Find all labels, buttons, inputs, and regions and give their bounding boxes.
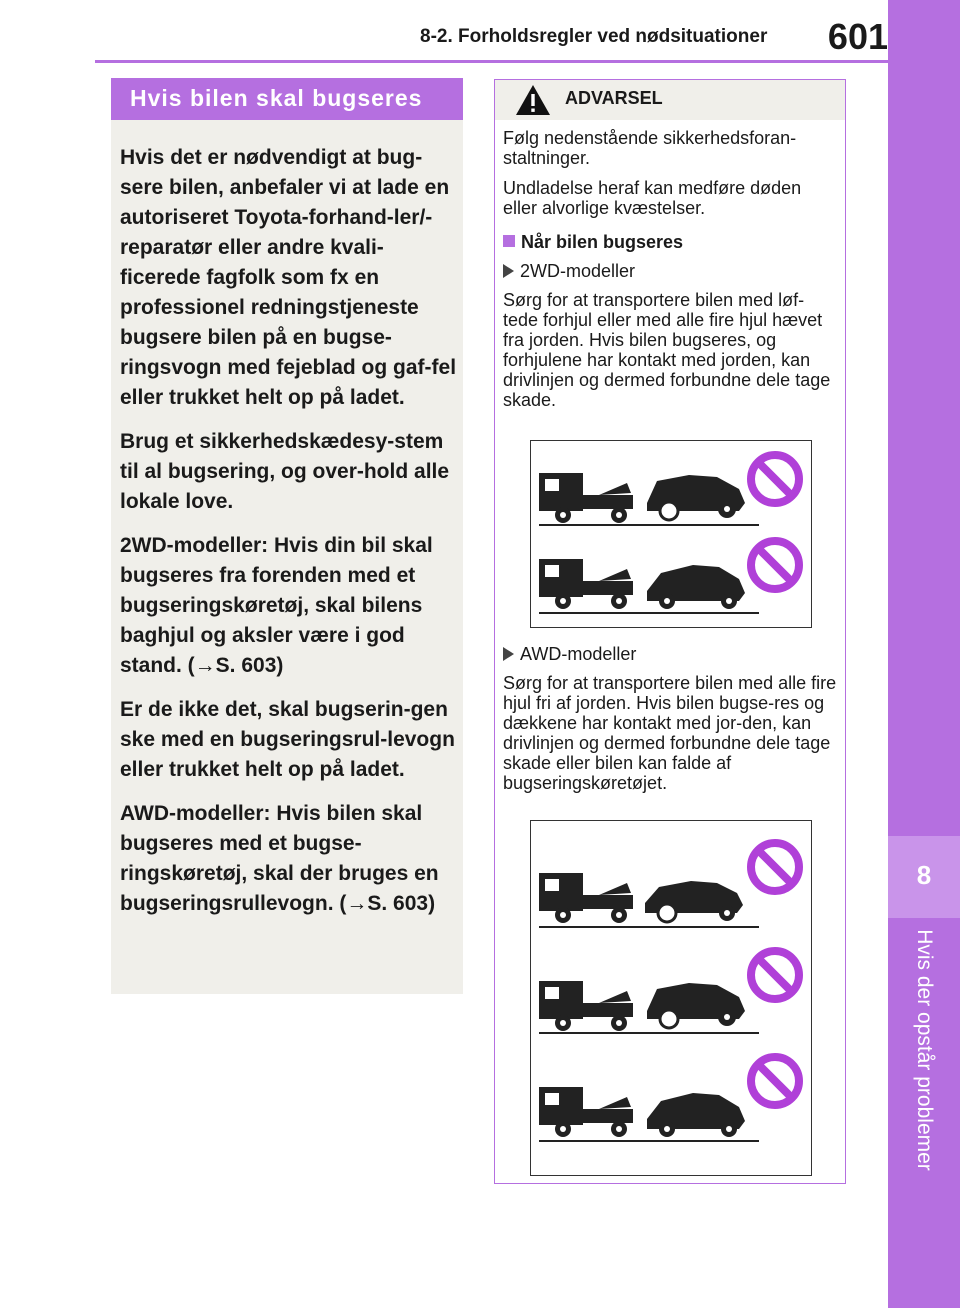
figure-2wd — [530, 440, 812, 628]
info-paragraph: AWD-modeller: Hvis bilen skal bugseres med et bugse-ringskøretøj, skal der bruges en bugseringsrullevogn. (→S. 603) — [120, 802, 439, 915]
prohibition-icon — [751, 455, 799, 503]
triangle-bullet-icon — [503, 647, 514, 661]
warning-intro: Følg nedenstående sikkerhedsforan-staltninger. — [503, 128, 797, 168]
info-paragraph: Brug et sikkerhedskædesy-stem til al bugsering, og over-hold alle lokale love. — [120, 430, 450, 513]
tow-truck-illustration — [531, 821, 811, 1175]
model-heading-awd: AWD-modeller — [503, 644, 839, 664]
header-rule — [95, 60, 888, 63]
info-box-text — [120, 143, 460, 933]
triangle-bullet-icon — [503, 264, 514, 278]
section-title: 8-2. Forholdsregler ved nødsituationer — [420, 26, 768, 47]
chapter-title: Hvis der opstår problemer — [913, 929, 936, 1171]
info-paragraph: Er de ikke det, skal bugserin-gen ske med en bugseringsrul-levogn eller trukket helt op på ladet. — [120, 698, 455, 781]
info-box-title: Hvis bilen skal bugseres — [130, 85, 423, 111]
prohibition-icon — [751, 843, 799, 891]
prohibition-icon — [751, 1057, 799, 1105]
model-text-awd: Sørg for at transportere bilen med alle fire hjul fri af jorden. Hvis bilen bugse-res og dækkene har kontakt med jor-den, kan drivlinjen og dermed forbundne dele tage skade eller bilen kan falde af bugseringskøretøjet. — [503, 673, 837, 793]
tow-truck-illustration — [531, 441, 811, 627]
info-paragraph: 2WD-modeller: Hvis din bil skal bugseres fra forenden med et bugseringskøretøj, skal bilens baghjul og aksler være i god stand. (→S. 603) — [120, 534, 433, 677]
page-number: 601 — [827, 16, 888, 57]
square-bullet-icon — [503, 235, 515, 247]
warning-consequence: Undladelse heraf kan medføre døden eller alvorlige kvæstelser. — [503, 178, 802, 218]
warning-text-block-awd — [503, 644, 839, 793]
model-text-2wd: Sørg for at transportere bilen med løf-tede forhjul eller med alle fire hjul hævet fra jorden. Hvis bilen bugseres, og forhjulene har kontakt med jorden, kan drivlinjen og dermed forbundne dele tage skade. — [503, 290, 831, 410]
prohibition-icon — [751, 541, 799, 589]
info-paragraph: Hvis det er nødvendigt at bug-sere bilen, anbefaler vi at lade en autoriseret Toyota-forhand-ler/-reparatør eller andre kvali-ficerede fagfolk som fx en professionel redningstjeneste bugsere bilen på en bugse-ringsvogn med fejeblad og gaf-fel eller trukket helt op på ladet. — [120, 146, 457, 409]
model-heading-2wd: 2WD-modeller — [503, 261, 839, 281]
prohibition-icon — [751, 951, 799, 999]
warning-text-block — [503, 128, 839, 410]
warning-subheading: Når bilen bugseres — [503, 232, 839, 252]
figure-awd — [530, 820, 812, 1176]
warning-triangle-icon — [515, 84, 551, 116]
warning-label: ADVARSEL — [565, 88, 663, 108]
chapter-number: 8 — [916, 860, 932, 890]
